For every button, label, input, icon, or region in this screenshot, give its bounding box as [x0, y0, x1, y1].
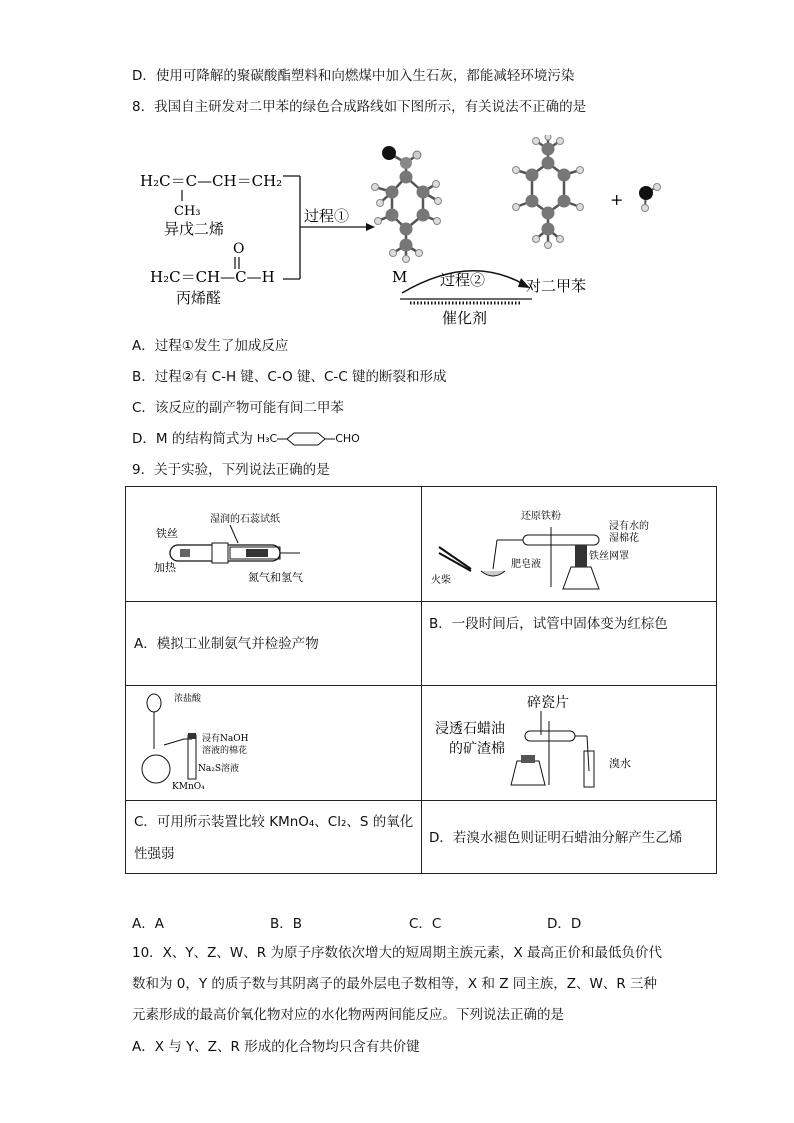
svg-text:氮气和氢气: 氮气和氢气	[248, 571, 303, 584]
q8-reaction-diagram	[130, 135, 690, 330]
q7-option-d: D．使用可降解的聚碳酸酯塑料和向燃煤中加入生石灰，都能减轻环境污染	[132, 68, 575, 84]
process2-label: 过程②	[440, 271, 486, 289]
isoprene-name: 异戊二烯	[164, 220, 225, 238]
water-molecule	[639, 184, 661, 212]
q9-choice-a: A．A	[132, 916, 164, 932]
svg-text:浸有NaOH: 浸有NaOH	[202, 734, 249, 744]
cyclohexane-ring-icon	[277, 431, 335, 447]
q10-stem-line1: 10．X、Y、Z、W、R 为原子序数依次增大的短周期主族元素，X 最高正价和最低负价代	[132, 945, 662, 961]
q9-choice-d: D．D	[547, 916, 582, 932]
q9-cell-d-text: D．若溴水褪色则证明石蜡油分解产生乙烯	[429, 830, 683, 846]
apparatus-c	[134, 689, 284, 794]
svg-text:溶液的棉花: 溶液的棉花	[202, 746, 248, 756]
q8-option-c: C．该反应的副产物可能有间二甲苯	[132, 400, 344, 416]
q10-stem-line3: 元素形成的最高价氧化物对应的水化物两两间能反应。下列说法正确的是	[132, 1007, 564, 1023]
svg-text:湿润的石蕊试纸: 湿润的石蕊试纸	[210, 514, 280, 525]
q10-option-a: A．X 与 Y、Z、R 形成的化合物均只含有共价键	[132, 1039, 420, 1055]
svg-text:Na₂S溶液: Na₂S溶液	[198, 764, 240, 774]
q9-cell-b-text: B．一段时间后，试管中固体变为红棕色	[429, 616, 668, 632]
svg-text:铁丝网罩: 铁丝网罩	[589, 551, 629, 562]
q9-table	[125, 486, 717, 874]
svg-text:碎瓷片: 碎瓷片	[527, 695, 569, 711]
acrolein-formula: H₂C＝CH—C—H	[150, 268, 275, 286]
q8-optd-right-group: CHO	[335, 432, 360, 445]
svg-text:KMnO₄: KMnO₄	[172, 782, 205, 792]
q10-stem-line2: 数和为 0，Y 的质子数与其阴离子的最外层电子数相等，X 和 Z 同主族，Z、W、R 三种	[132, 976, 658, 992]
q9-cell-c-line2: 性强弱	[134, 846, 175, 862]
apparatus-d	[429, 691, 659, 791]
q9-choice-b: B．B	[270, 916, 303, 932]
q8-option-d-prefix: D．M 的结构简式为	[132, 431, 253, 447]
apparatus-b	[431, 507, 661, 597]
q8-option-b: B．过程②有 C-H 键、C-O 键、C-C 键的断裂和形成	[132, 369, 447, 385]
molecule-p-xylene-atoms	[513, 135, 584, 249]
q9-choice-c: C．C	[409, 916, 442, 932]
m-label: M	[392, 268, 408, 286]
isoprene-methyl: CH₃	[174, 204, 201, 219]
q8-optd-left-group: H₃C	[256, 432, 278, 445]
q8-stem: 8．我国自主研发对二甲苯的绿色合成路线如下图所示，有关说法不正确的是	[132, 99, 587, 115]
acrolein-name: 丙烯醛	[176, 289, 222, 307]
molecule-m-atoms	[372, 146, 442, 263]
svg-text:湿棉花: 湿棉花	[609, 533, 639, 544]
catalyst-label: 催化剂	[442, 309, 488, 327]
q8-option-d	[132, 429, 360, 449]
q9-stem: 9．关于实验，下列说法正确的是	[132, 462, 330, 478]
svg-text:还原铁粉: 还原铁粉	[521, 511, 561, 522]
svg-text:铁丝: 铁丝	[156, 527, 178, 540]
apparatus-a	[150, 509, 330, 589]
q8-option-a: A．过程①发生了加成反应	[132, 338, 289, 354]
plus-sign: +	[610, 190, 624, 209]
process1-label: 过程①	[304, 207, 350, 225]
svg-text:的矿渣棉: 的矿渣棉	[449, 741, 505, 757]
isoprene-formula: H₂C＝C—CH＝CH₂	[140, 172, 283, 190]
svg-text:火柴: 火柴	[431, 575, 451, 586]
p-xylene-label: 对二甲苯	[526, 277, 587, 295]
q9-cell-c-line1: C．可用所示装置比较 KMnO₄、Cl₂、S 的氧化	[134, 814, 414, 830]
q9-cell-a-text: A．模拟工业制氨气并检验产物	[134, 636, 319, 652]
svg-text:浸有水的: 浸有水的	[609, 521, 649, 532]
svg-text:肥皂液: 肥皂液	[511, 559, 541, 570]
svg-text:浸透石蜡油: 浸透石蜡油	[435, 721, 505, 737]
svg-text:加热: 加热	[154, 561, 176, 574]
svg-text:浓盐酸: 浓盐酸	[174, 694, 202, 704]
acrolein-O: O	[233, 241, 245, 257]
svg-text:溴水: 溴水	[609, 757, 631, 770]
